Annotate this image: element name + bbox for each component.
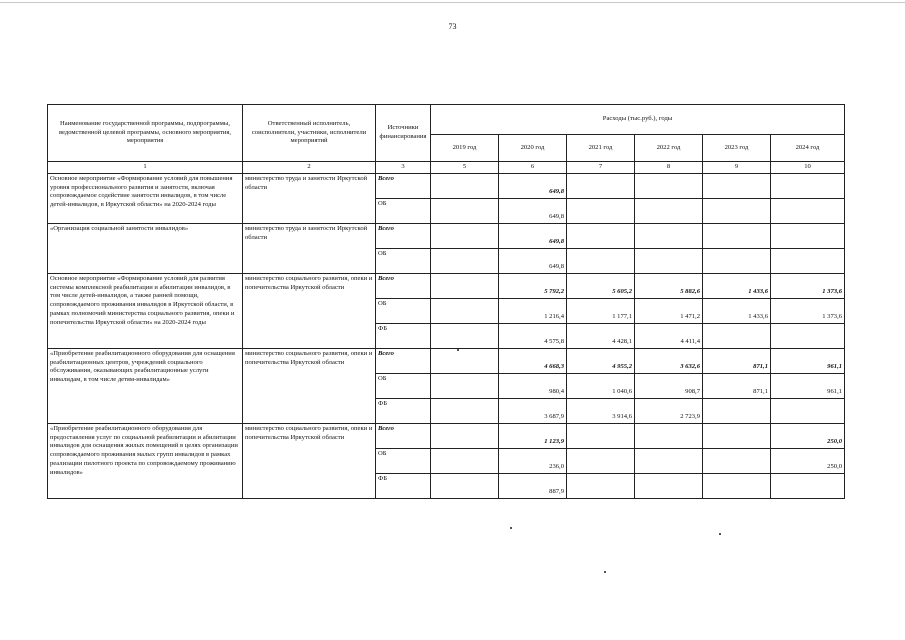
- table-row: [48, 424, 845, 449]
- expense-value: [703, 474, 771, 499]
- expense-value: 4 411,4: [635, 324, 703, 349]
- table-row: [48, 274, 845, 299]
- expense-value: 250,0: [771, 424, 845, 449]
- expense-value: 250,0: [771, 449, 845, 474]
- expense-value: 887,9: [499, 474, 567, 499]
- scan-speck: [457, 349, 459, 351]
- expense-value: 4 668,3: [499, 349, 567, 374]
- expense-value: 5 605,2: [567, 274, 635, 299]
- expense-value: [771, 324, 845, 349]
- expense-value: [431, 249, 499, 274]
- expense-value: [431, 349, 499, 374]
- page-number: 73: [448, 22, 457, 31]
- funding-source: Всего: [376, 424, 431, 449]
- measure-name: Основное мероприятие «Формирование условий для развития системы комплексной реабилитации и абилитации инвалидов, в том числе детей-инвалидов, а также ранней помощи, сопровождаемого проживания инвалидов в Иркутской области, в рамках полномочий министерства социального развития, опеки и попечительства Иркутской области» на 2020-2024 годы: [48, 274, 243, 349]
- scan-speck: [604, 571, 606, 573]
- funding-source: Всего: [376, 224, 431, 249]
- expense-value: 3 687,9: [499, 399, 567, 424]
- expense-value: [431, 299, 499, 324]
- scan-edge-line: [0, 2, 905, 3]
- expense-value: [567, 474, 635, 499]
- column-number: 9: [703, 162, 771, 174]
- expense-value: [431, 324, 499, 349]
- expense-value: 1 040,6: [567, 374, 635, 399]
- expense-value: [771, 199, 845, 224]
- expense-value: 1 471,2: [635, 299, 703, 324]
- expense-value: 1 123,9: [499, 424, 567, 449]
- column-number: 5: [431, 162, 499, 174]
- expense-value: [431, 224, 499, 249]
- expense-value: 980,4: [499, 374, 567, 399]
- scan-speck: [510, 527, 512, 529]
- expense-value: [635, 424, 703, 449]
- expense-value: 649,8: [499, 174, 567, 199]
- expense-value: [567, 249, 635, 274]
- column-number: 7: [567, 162, 635, 174]
- expense-value: 649,8: [499, 199, 567, 224]
- funding-source: ФБ: [376, 324, 431, 349]
- expense-value: 961,1: [771, 349, 845, 374]
- expense-value: [771, 249, 845, 274]
- header-name: Наименование государственной программы, подпрограммы, ведомственной целевой программы, основного мероприятия, мероприятия: [48, 105, 243, 162]
- expense-value: [431, 174, 499, 199]
- expense-value: 2 723,9: [635, 399, 703, 424]
- header-year: 2019 год: [431, 135, 499, 162]
- expense-value: 871,1: [703, 349, 771, 374]
- expense-value: 1 433,6: [703, 274, 771, 299]
- funding-source: ОБ: [376, 374, 431, 399]
- funding-source: ОБ: [376, 449, 431, 474]
- expense-value: [635, 449, 703, 474]
- measure-name: «Приобретение реабилитационного оборудования для предоставления услуг по социальной реабилитации и абилитации инвалидов для оснащения жилых помещений в целях организации сопровождаемого проживания малых групп инвалидов в рамках реализации пилотного проекта по сопровождаемому проживанию инвалидов»: [48, 424, 243, 499]
- funding-source: ОБ: [376, 249, 431, 274]
- expense-value: [771, 224, 845, 249]
- expense-value: 3 632,6: [635, 349, 703, 374]
- header-year: 2021 год: [567, 135, 635, 162]
- header-year: 2024 год: [771, 135, 845, 162]
- expense-value: [567, 449, 635, 474]
- expense-value: [703, 399, 771, 424]
- expense-value: 1 373,6: [771, 274, 845, 299]
- expense-value: [771, 174, 845, 199]
- expense-value: [431, 449, 499, 474]
- responsible-executor: министерство социального развития, опеки и попечительства Иркутской области: [243, 349, 376, 424]
- header-source: Источники финансирования: [376, 105, 431, 162]
- column-number: 2: [243, 162, 376, 174]
- expense-value: 5 882,6: [635, 274, 703, 299]
- responsible-executor: министерство труда и занятости Иркутской области: [243, 174, 376, 224]
- expense-value: [771, 399, 845, 424]
- expense-value: 236,0: [499, 449, 567, 474]
- expense-value: 1 177,1: [567, 299, 635, 324]
- expense-value: [703, 424, 771, 449]
- expense-value: [431, 374, 499, 399]
- header-responsible: Ответственный исполнитель, соисполнители, участники, исполнители мероприятий: [243, 105, 376, 162]
- expense-value: 5 792,2: [499, 274, 567, 299]
- expense-value: [431, 199, 499, 224]
- expense-value: 1 373,6: [771, 299, 845, 324]
- expense-value: 4 575,8: [499, 324, 567, 349]
- table-row: [48, 174, 845, 199]
- expense-value: 3 914,6: [567, 399, 635, 424]
- responsible-executor: министерство труда и занятости Иркутской области: [243, 224, 376, 274]
- funding-source: ФБ: [376, 399, 431, 424]
- scan-speck: [719, 533, 721, 535]
- expense-value: [567, 424, 635, 449]
- expense-value: 4 428,1: [567, 324, 635, 349]
- expense-value: [635, 224, 703, 249]
- header-year: 2022 год: [635, 135, 703, 162]
- responsible-executor: министерство социального развития, опеки и попечительства Иркутской области: [243, 274, 376, 349]
- responsible-executor: министерство социального развития, опеки и попечительства Иркутской области: [243, 424, 376, 499]
- funding-source: ОБ: [376, 299, 431, 324]
- table-row: [48, 224, 845, 249]
- expense-value: [431, 424, 499, 449]
- measure-name: Основное мероприятие «Формирование условий для повышения уровня профессионального развития и занятости, включая сопровождаемое содействие занятости инвалидов, в том числе детей-инвалидов, в Иркутской области» на 2020-2024 годы: [48, 174, 243, 224]
- funding-source: Всего: [376, 274, 431, 299]
- column-number: 1: [48, 162, 243, 174]
- expense-value: [703, 174, 771, 199]
- expense-value: [431, 474, 499, 499]
- expense-value: 1 433,6: [703, 299, 771, 324]
- expense-value: [431, 399, 499, 424]
- expenses-table: [47, 104, 845, 499]
- funding-source: Всего: [376, 174, 431, 199]
- expense-value: 649,8: [499, 249, 567, 274]
- expense-value: [431, 274, 499, 299]
- expense-value: [703, 224, 771, 249]
- column-number: 6: [499, 162, 567, 174]
- expense-value: [635, 199, 703, 224]
- expense-value: [703, 249, 771, 274]
- expense-value: 649,8: [499, 224, 567, 249]
- column-number: 3: [376, 162, 431, 174]
- column-number: 10: [771, 162, 845, 174]
- expense-value: [635, 174, 703, 199]
- expense-value: [567, 199, 635, 224]
- funding-source: Всего: [376, 349, 431, 374]
- expense-value: 871,1: [703, 374, 771, 399]
- funding-source: ФБ: [376, 474, 431, 499]
- column-number: 8: [635, 162, 703, 174]
- measure-name: «Приобретение реабилитационного оборудования для оснащения реабилитационных центров, учреждений социального обслуживания, оказывающих реабилитационные услуги инвалидам, в том числе детям-инвалидам»: [48, 349, 243, 424]
- table-row: [48, 349, 845, 374]
- expense-value: 908,7: [635, 374, 703, 399]
- expense-value: [703, 199, 771, 224]
- header-expenses: Расходы (тыс.руб.), годы: [431, 105, 845, 135]
- expense-value: [771, 474, 845, 499]
- expense-value: [635, 474, 703, 499]
- expense-value: [703, 449, 771, 474]
- expense-value: 1 216,4: [499, 299, 567, 324]
- expense-value: 961,1: [771, 374, 845, 399]
- expense-value: [703, 324, 771, 349]
- expense-value: [635, 249, 703, 274]
- funding-source: ОБ: [376, 199, 431, 224]
- expense-value: [567, 224, 635, 249]
- header-year: 2020 год: [499, 135, 567, 162]
- expense-value: 4 955,2: [567, 349, 635, 374]
- measure-name: «Организация социальной занятости инвалидов»: [48, 224, 243, 274]
- expense-value: [567, 174, 635, 199]
- header-year: 2023 год: [703, 135, 771, 162]
